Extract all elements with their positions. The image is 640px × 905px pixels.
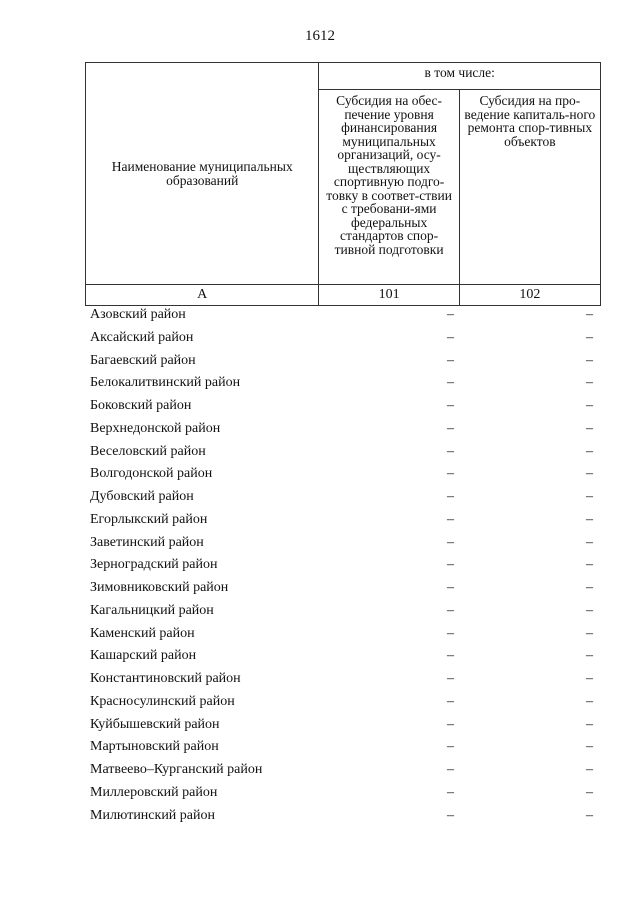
- code-101: 101: [319, 285, 459, 306]
- in-that-number-header: в том числе:: [319, 63, 601, 90]
- value-101: –: [447, 489, 454, 504]
- municipality-name: Кагальницкий район: [90, 602, 214, 618]
- value-102: –: [586, 580, 593, 595]
- value-101: –: [447, 420, 454, 436]
- value-101: –: [447, 557, 454, 573]
- municipality-name: Зимовниковский район: [90, 580, 229, 595]
- table-row: [90, 714, 600, 737]
- municipality-name: Заветинский район: [90, 534, 204, 550]
- value-101: –: [447, 625, 454, 641]
- value-102: –: [586, 762, 593, 777]
- table-row: [90, 600, 600, 623]
- municipality-name: Зерноградский район: [90, 557, 218, 573]
- municipality-name: Боковский район: [90, 398, 192, 413]
- table-row: [90, 782, 600, 805]
- municipality-name: Аксайский район: [90, 329, 194, 345]
- value-101: –: [447, 375, 454, 391]
- table-row: [90, 441, 600, 464]
- table-row: [90, 486, 600, 509]
- table-row: [90, 327, 600, 350]
- municipality-name: Мартыновский район: [90, 739, 219, 755]
- value-102: –: [586, 329, 593, 345]
- municipality-name: Миллеровский район: [90, 784, 218, 800]
- value-102: –: [586, 784, 593, 800]
- value-101: –: [447, 671, 454, 686]
- table-body: [90, 304, 600, 827]
- table-row: [90, 645, 600, 668]
- table-row: [90, 372, 600, 395]
- table-row: [90, 805, 600, 828]
- table-row: [90, 304, 600, 327]
- municipality-name: Константиновский район: [90, 671, 241, 686]
- municipality-name: Красносулинский район: [90, 693, 235, 709]
- value-101: –: [447, 443, 454, 459]
- value-101: –: [447, 784, 454, 800]
- municipality-name: Каменский район: [90, 625, 195, 641]
- value-102: –: [586, 398, 593, 413]
- value-102: –: [586, 511, 593, 527]
- municipality-name: Волгодонской район: [90, 466, 213, 482]
- value-101: –: [447, 716, 454, 732]
- table-row: [90, 668, 600, 691]
- municipality-name: Егорлыкский район: [90, 511, 208, 527]
- municipality-name: Милютинский район: [90, 807, 216, 823]
- value-102: –: [586, 557, 593, 573]
- table-header: [85, 62, 601, 306]
- code-102: 102: [459, 285, 600, 306]
- municipality-name: Веселовский район: [90, 443, 206, 459]
- value-102: –: [586, 807, 593, 823]
- table-row: [90, 736, 600, 759]
- value-101: –: [447, 739, 454, 755]
- column-102-header: Субсидия на про-ведение капиталь-ного ремонта спор-тивных объектов: [459, 90, 600, 285]
- table-row: [90, 532, 600, 555]
- table-row: [90, 554, 600, 577]
- value-102: –: [586, 420, 593, 436]
- value-102: –: [586, 352, 593, 368]
- table-row: [90, 691, 600, 714]
- table-row: [90, 577, 600, 600]
- table-row: [90, 509, 600, 532]
- value-101: –: [447, 398, 454, 413]
- municipality-name: Куйбышевский район: [90, 716, 220, 732]
- table-row: [90, 463, 600, 486]
- value-101: –: [447, 762, 454, 777]
- column-101-header: Субсидия на обес-печение уровня финансирования муниципальных организаций, осу-ществляющих спортивную подго-товку в соответ-ствии с требовани-ями федеральных стандартов спор-тивной подготовки: [319, 90, 459, 285]
- table-row: [90, 418, 600, 441]
- municipality-name: Белокалитвинский район: [90, 375, 241, 391]
- municipality-name: Дубовский район: [90, 489, 194, 504]
- code-a: А: [86, 285, 319, 306]
- value-101: –: [447, 807, 454, 823]
- value-102: –: [586, 307, 593, 322]
- municipality-name: Багаевский район: [90, 352, 196, 368]
- value-102: –: [586, 716, 593, 732]
- municipality-name: Кашарский район: [90, 648, 197, 664]
- value-101: –: [447, 602, 454, 618]
- value-101: –: [447, 580, 454, 595]
- value-102: –: [586, 443, 593, 459]
- value-102: –: [586, 693, 593, 709]
- value-101: –: [447, 307, 454, 322]
- value-102: –: [586, 466, 593, 482]
- table-row: [90, 395, 600, 418]
- value-101: –: [447, 466, 454, 482]
- value-102: –: [586, 602, 593, 618]
- municipality-name: Верхнедонской район: [90, 420, 221, 436]
- table-row: [90, 623, 600, 646]
- municipality-name: Матвеево–Курганский район: [90, 762, 263, 777]
- value-101: –: [447, 693, 454, 709]
- value-102: –: [586, 671, 593, 686]
- value-101: –: [447, 511, 454, 527]
- value-102: –: [586, 489, 593, 504]
- value-102: –: [586, 375, 593, 391]
- page-number: 1612: [305, 28, 335, 44]
- value-101: –: [447, 329, 454, 345]
- value-101: –: [447, 648, 454, 664]
- value-102: –: [586, 739, 593, 755]
- municipality-name: Азовский район: [90, 307, 186, 322]
- value-101: –: [447, 352, 454, 368]
- name-column-header: Наименование муниципальных образований: [86, 63, 319, 285]
- table-row: [90, 350, 600, 373]
- value-101: –: [447, 534, 454, 550]
- value-102: –: [586, 648, 593, 664]
- value-102: –: [586, 625, 593, 641]
- table-row: [90, 759, 600, 782]
- value-102: –: [586, 534, 593, 550]
